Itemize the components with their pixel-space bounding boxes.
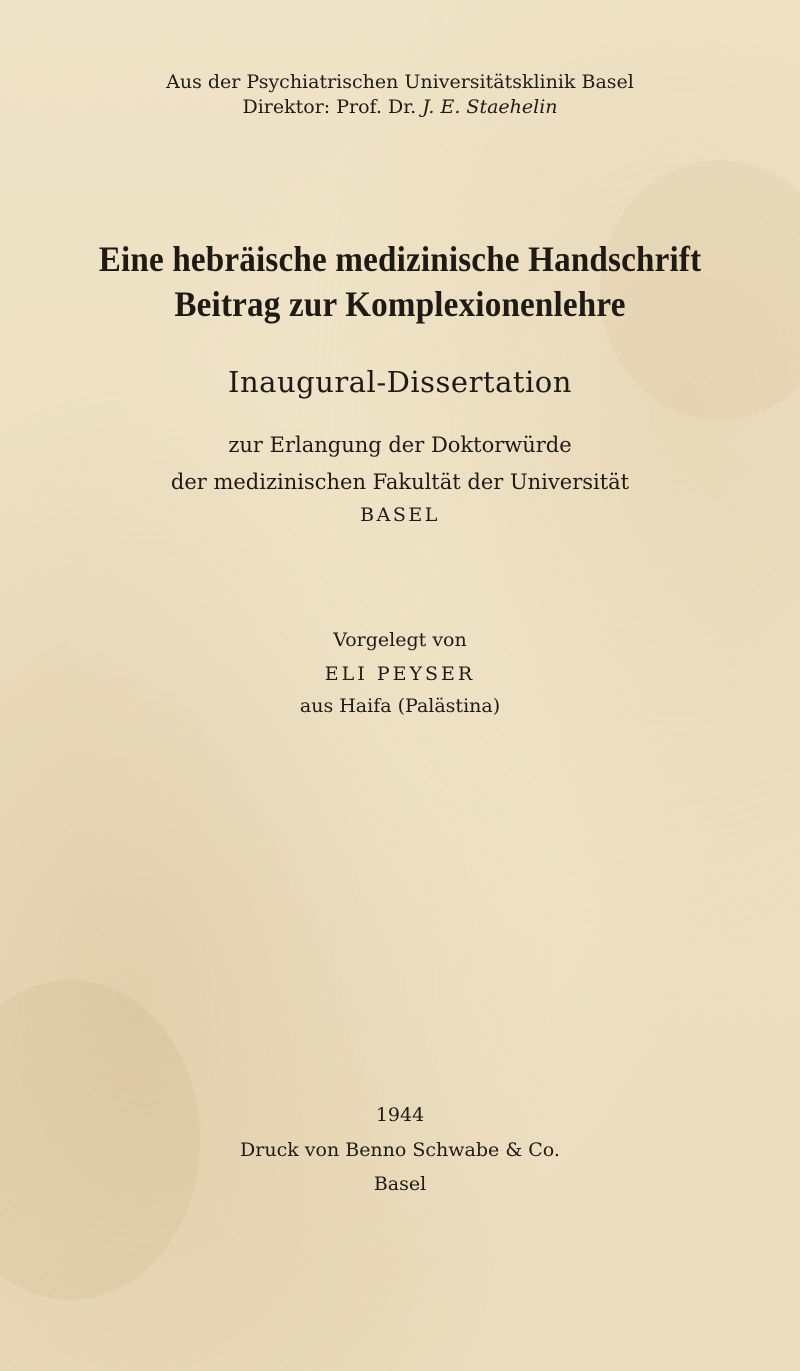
author-name: ELI PEYSER bbox=[324, 663, 476, 685]
author-origin: aus Haifa (Palästina) bbox=[299, 695, 501, 717]
dissertation-faculty: der medizinischen Fakultät der Universität bbox=[170, 470, 630, 494]
document-title: Eine hebräische medizinische Handschrift bbox=[98, 239, 702, 279]
print-city: Basel bbox=[373, 1173, 427, 1195]
director-name: J. E. Staehelin bbox=[422, 96, 558, 118]
presented-by: Vorgelegt von bbox=[333, 629, 467, 651]
dissertation-heading: Inaugural-Dissertation bbox=[228, 365, 572, 399]
document-subtitle: Beitrag zur Komplexionenlehre bbox=[174, 284, 626, 324]
clinic-line: Aus der Psychiatrischen Universitätsklinik Basel bbox=[166, 71, 634, 93]
dissertation-purpose: zur Erlangung der Doktorwürde bbox=[228, 433, 572, 457]
director-line bbox=[0, 98, 800, 117]
printer-line: Druck von Benno Schwabe & Co. bbox=[240, 1139, 560, 1161]
paper-stain bbox=[0, 980, 200, 1300]
director-prefix: Direktor: Prof. Dr. bbox=[242, 96, 423, 118]
publication-year: 1944 bbox=[375, 1104, 425, 1126]
university-city: BASEL bbox=[360, 504, 440, 526]
